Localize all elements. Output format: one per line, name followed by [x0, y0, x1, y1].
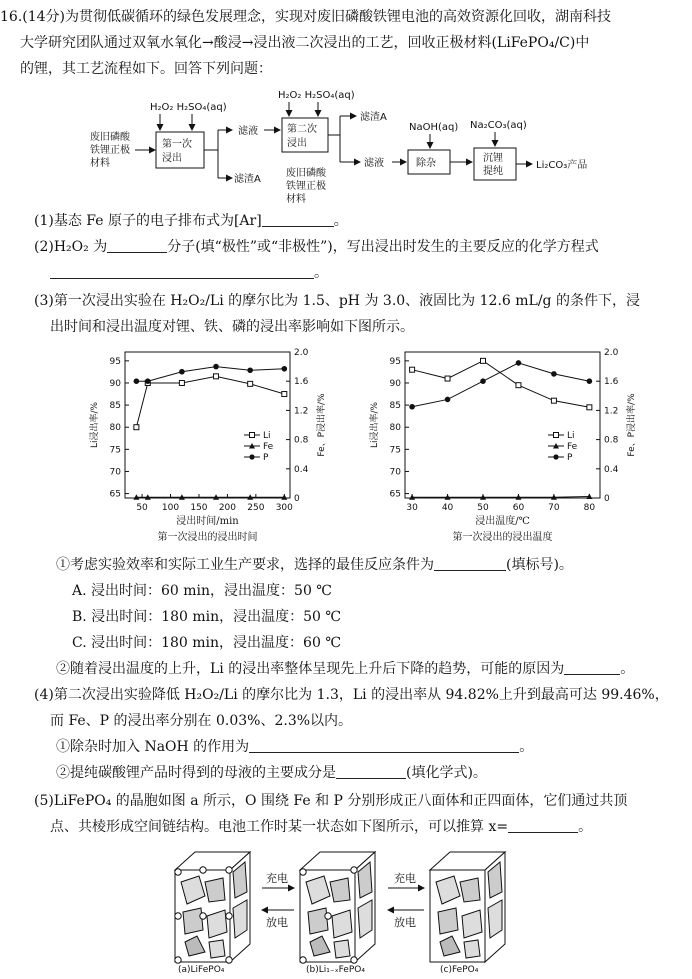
feed-label-2: 铁锂正极 [90, 145, 130, 156]
y-right-tick-label: 0 [294, 494, 300, 504]
y-right-axis-label: Fe、P浸出率/% [317, 393, 327, 457]
point-p [551, 371, 557, 377]
li-atom-a5 [200, 913, 206, 919]
li-atom-a6 [226, 913, 232, 919]
option-c[interactable]: C. 浸出时间：180 min，浸出温度：60 ℃ [72, 635, 341, 651]
caption-b: (b)Li₁₋ₓFePO₄ [306, 965, 365, 975]
reagent-2-label: H₂O₂ H₂SO₄(aq) [278, 90, 355, 101]
feed2-label-1: 废旧磷酸 [286, 168, 326, 179]
cell-b [300, 852, 375, 962]
cell-a [175, 852, 250, 962]
point-p [247, 367, 253, 373]
question-2-end: 。 [314, 265, 328, 281]
x-tick-label: 70 [548, 503, 560, 513]
cell-c [430, 852, 505, 962]
answer-blank-q2-polarity[interactable] [107, 238, 167, 253]
crystal-structure-figure [0, 840, 692, 979]
point-p [409, 404, 415, 410]
feed2-label-3: 材料 [286, 194, 306, 205]
question-3-sub-1-text: ①考虑实验效率和实际工业生产要求，选择的最佳反应条件为 [56, 557, 434, 573]
caption-c: (c)FePO₄ [440, 965, 479, 975]
legend-label: Li [263, 431, 271, 441]
y-left-tick-label: 90 [109, 378, 121, 389]
y-left-tick-label: 85 [389, 401, 401, 412]
y-right-axis-label: Fe、P浸出率/% [627, 393, 637, 457]
question-4-sub-2-end: (填化学式)。 [406, 765, 487, 781]
second-leach-label-1: 第二次 [287, 124, 317, 135]
filtrate-1-label: 滤液 [238, 126, 258, 137]
question-3-sub-2 [56, 660, 634, 678]
y-right-tick-label: 1.2 [604, 406, 619, 417]
point-li [587, 405, 592, 410]
naoh-label: NaOH(aq) [409, 122, 459, 133]
question-4-sub-2 [56, 764, 487, 782]
series-line-li [412, 361, 589, 407]
answer-blank-q3-sub1[interactable] [434, 556, 506, 571]
y-left-tick-label: 65 [109, 489, 121, 500]
feed-label-3: 材料 [90, 158, 110, 169]
question-4-sub-1-text: ①除杂时加入 NaOH 的作用为 [56, 739, 250, 755]
x-tick-label: 300 [275, 503, 293, 513]
x-tick-label: 100 [161, 503, 180, 513]
point-p [134, 378, 140, 384]
question-header-line-3: 的锂，其工艺流程如下。回答下列问题： [20, 61, 272, 77]
question-2-part-2: 分子(填“极性”或“非极性”)，写出浸出时发生的主要反应的化学方程式 [167, 239, 599, 255]
chart-title: 第一次浸出的浸出温度 [452, 532, 553, 543]
x-tick-label: 50 [477, 503, 489, 513]
y-left-tick-label: 75 [109, 445, 121, 456]
question-5-line-2 [50, 818, 592, 836]
point-li [410, 367, 415, 372]
y-right-tick-label: 1.2 [294, 406, 309, 417]
legend-label: Li [567, 431, 575, 441]
point-p [516, 360, 522, 366]
x-tick-label: 80 [583, 503, 596, 513]
y-left-tick-label: 95 [389, 356, 401, 367]
point-p [282, 366, 288, 372]
point-li [551, 398, 556, 403]
y-right-tick-label: 0.4 [604, 464, 619, 475]
plot-frame [125, 352, 290, 498]
discharge-label-2: 放电 [394, 916, 416, 929]
question-5-end: 。 [578, 819, 593, 835]
x-tick-label: 200 [218, 503, 237, 513]
product-label: Li₂CO₃产品 [536, 160, 588, 171]
point-p [145, 378, 151, 384]
chart-title: 第一次浸出的浸出时间 [157, 532, 258, 543]
legend-label: P [263, 453, 269, 463]
point-li [214, 374, 219, 379]
residue-a-lower-label: 滤渣A [234, 174, 261, 185]
question-4-line-2: 而 Fe、P 的浸出率分别在 0.03%、2.3%以内。 [50, 713, 353, 729]
charge-label-1: 充电 [266, 872, 288, 885]
reagent-1-label: H₂O₂ H₂SO₄(aq) [150, 102, 227, 113]
y-left-tick-label: 85 [109, 401, 121, 412]
answer-blank-q2-equation[interactable] [50, 264, 314, 279]
li-atom-b4 [300, 957, 306, 963]
first-leach-label-1: 第一次 [162, 139, 192, 150]
li-atom-a4 [175, 913, 181, 919]
second-leach-label-2: 浸出 [287, 138, 307, 149]
question-3-sub-1 [56, 556, 573, 574]
y-left-tick-label: 70 [389, 467, 401, 478]
question-5-line-1: (5)LiFePO₄ 的晶胞如图 a 所示，O 围绕 Fe 和 P 分别形成正八面体和正四面体，它们通过共顶 [34, 793, 628, 809]
legend-label: Fe [263, 442, 274, 452]
caption-a: (a)LiFePO₄ [178, 965, 225, 975]
li-atom-a7 [175, 957, 181, 963]
y-left-tick-label: 90 [389, 378, 401, 389]
question-4-line-1: (4)第二次浸出实验降低 H₂O₂/Li 的摩尔比为 1.3，Li 的浸出率从 94.82%上升到最高可达 99.46%， [34, 687, 669, 703]
y-left-axis-label: Li浸出率/% [90, 401, 100, 449]
answer-blank-q4-sub2[interactable] [336, 764, 406, 779]
x-tick-label: 30 [406, 503, 418, 513]
y-left-tick-label: 95 [109, 356, 121, 367]
x-tick-label: 60 [512, 503, 525, 513]
y-left-tick-label: 75 [389, 445, 401, 456]
y-right-tick-label: 0.8 [294, 435, 309, 446]
residue-a-upper-label: 滤渣A [360, 112, 387, 123]
point-li [516, 383, 521, 388]
charge-label-2: 充电 [394, 872, 416, 885]
question-2-equation-line [50, 264, 328, 282]
question-header-line-2: 大学研究团队通过双氧水氧化→酸浸→浸出液二次浸出的工艺，回收正极材料(LiFePO₄/C)中 [20, 35, 590, 51]
filtrate-2-label: 滤液 [364, 158, 384, 169]
series-line-p [136, 367, 284, 382]
first-leach-label-2: 浸出 [162, 153, 182, 164]
legend-marker [553, 454, 558, 459]
impurity-removal-label: 除杂 [416, 158, 436, 169]
question-3-sub-2-end: 。 [620, 661, 635, 677]
answer-blank-q3-sub2[interactable] [564, 660, 620, 675]
x-tick-label: 40 [441, 503, 454, 513]
li-atom-b1 [300, 869, 306, 875]
series-line-li [136, 376, 284, 427]
series-line-fe [412, 497, 589, 498]
li-atom-a3 [226, 867, 232, 873]
point-p [179, 369, 185, 375]
li-atom-b2 [351, 867, 357, 873]
y-right-tick-label: 2.0 [294, 348, 309, 358]
question-4-sub-1-end: 。 [519, 739, 534, 755]
legend-marker [250, 433, 255, 438]
lithium-precipitation-label-1: 沉锂 [483, 153, 503, 164]
answer-blank-q4-sub1[interactable] [249, 738, 519, 753]
y-right-tick-label: 0.4 [294, 464, 309, 475]
feed-label-1: 废旧磷酸 [90, 132, 130, 143]
point-p [480, 378, 486, 384]
li-atom-a8 [226, 957, 232, 963]
question-3-sub-2-text: ②随着浸出温度的上升，Li 的浸出率整体呈现先上升后下降的趋势，可能的原因为 [56, 661, 565, 677]
discharge-label-1: 放电 [266, 916, 288, 929]
lithium-precipitation-label-2: 提纯 [483, 166, 503, 177]
chart-leach-time [80, 340, 340, 550]
point-p [587, 378, 593, 384]
legend-marker [249, 454, 254, 459]
question-1-text: (1)基态 Fe 原子的电子排布式为[Ar] [34, 213, 262, 229]
point-li [282, 392, 287, 397]
y-right-tick-label: 1.6 [604, 377, 619, 388]
answer-blank-q5[interactable] [508, 818, 578, 833]
y-left-tick-label: 65 [389, 489, 401, 500]
point-p [445, 397, 451, 403]
question-4-sub-2-text: ②提纯碳酸锂产品时得到的母液的主要成分是 [56, 765, 336, 781]
legend-label: P [567, 453, 573, 463]
li-atom-b3 [325, 913, 331, 919]
y-left-tick-label: 80 [389, 423, 401, 434]
option-a[interactable]: A. 浸出时间：60 min，浸出温度：50 ℃ [72, 583, 332, 599]
x-axis-label: 浸出温度/℃ [475, 516, 530, 527]
x-axis-label: 浸出时间/min [176, 516, 239, 527]
answer-blank-q1[interactable] [262, 212, 334, 227]
point-li [481, 358, 486, 363]
y-right-tick-label: 0 [604, 494, 610, 504]
point-li [179, 380, 184, 385]
li-atom-a2 [200, 867, 206, 873]
feed2-label-2: 铁锂正极 [286, 181, 326, 192]
point-li [248, 381, 253, 386]
li-atom-b5 [351, 957, 357, 963]
question-5-line-2-text: 点、共棱形成空间链结构。电池工作时某一状态如下图所示，可以推算 x= [50, 819, 509, 835]
y-left-axis-label: Li浸出率/% [370, 401, 380, 449]
y-right-tick-label: 0.8 [604, 435, 619, 446]
question-3-line-2: 出时间和浸出温度对锂、铁、磷的浸出率影响如下图所示。 [50, 319, 414, 335]
x-tick-label: 150 [190, 503, 208, 513]
point-li [445, 376, 450, 381]
legend-label: Fe [567, 442, 578, 452]
y-left-tick-label: 70 [109, 467, 121, 478]
x-tick-label: 50 [136, 503, 148, 513]
question-2-part-1: (2)H₂O₂ 为 [34, 239, 108, 255]
y-right-tick-label: 2.0 [604, 348, 619, 358]
question-3-sub-1-end: (填标号)。 [506, 557, 573, 573]
question-1 [34, 212, 348, 230]
li-atom-a1 [175, 869, 181, 875]
question-4-sub-1 [56, 738, 533, 756]
na2co3-label: Na₂CO₃(aq) [470, 120, 527, 131]
series-line-p [412, 363, 589, 407]
question-2 [34, 238, 599, 256]
process-flow-diagram [0, 80, 692, 210]
option-b[interactable]: B. 浸出时间：180 min，浸出温度：50 ℃ [72, 609, 342, 625]
question-1-end: 。 [333, 213, 348, 229]
question-header-line-1: 16.(14分)为贯彻低碳循环的绿色发展理念，实现对废旧磷酸铁锂电池的高效资源化回收，湖南科技 [0, 9, 612, 25]
question-3-line-1: (3)第一次浸出实验在 H₂O₂/Li 的摩尔比为 1.5、pH 为 3.0、液固比为 12.6 mL/g 的条件下，浸 [34, 293, 640, 309]
y-right-tick-label: 1.6 [294, 377, 309, 388]
point-li [134, 425, 139, 430]
y-left-tick-label: 80 [109, 423, 121, 434]
point-p [213, 364, 219, 370]
legend-marker [554, 433, 559, 438]
chart-leach-temperature [360, 340, 650, 550]
x-tick-label: 250 [247, 503, 265, 513]
